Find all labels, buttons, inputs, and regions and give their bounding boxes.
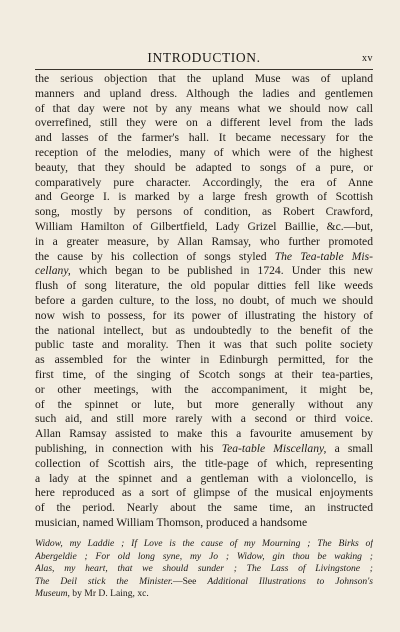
body-line bbox=[35, 368, 373, 383]
body-line bbox=[35, 383, 373, 398]
text-run: now wish to possess, for its power of illustrating the history of bbox=[35, 308, 373, 322]
body-line bbox=[35, 427, 373, 442]
text-run: which began to be published in 1724. Under this new bbox=[70, 264, 373, 278]
page-number: xv bbox=[362, 53, 373, 64]
header-rule bbox=[35, 69, 373, 70]
body-line bbox=[35, 338, 373, 353]
footnote bbox=[35, 538, 373, 601]
italic-text: cellany, bbox=[35, 264, 71, 278]
body-line bbox=[35, 102, 373, 117]
body-line bbox=[35, 146, 373, 161]
footnote-line bbox=[35, 551, 373, 564]
body-line bbox=[35, 205, 373, 220]
text-run: of that day were not by any means what we should now call bbox=[35, 101, 373, 115]
text-run: manners and upland dress. Although the ladies and gentlemen bbox=[35, 86, 373, 100]
footnote-line bbox=[35, 576, 373, 589]
body-line bbox=[35, 472, 373, 487]
body-line bbox=[35, 176, 373, 191]
italic-text: Widow, my Laddie ; If Love is the cause of my Mourning ; The Birks of bbox=[35, 538, 373, 549]
footnote-line bbox=[35, 588, 373, 601]
italic-text: The Tea-table Mis- bbox=[274, 249, 373, 263]
text-run: comparatively pure character. Accordingly, the era of Anne bbox=[35, 175, 373, 189]
body-line bbox=[35, 235, 373, 250]
text-run: public taste and morality. Then it was that such polite society bbox=[35, 338, 373, 352]
text-run: a small bbox=[326, 441, 373, 455]
text-run: song, mostly by persons of condition, as Robert Crawford, bbox=[35, 205, 373, 219]
text-run: as assembled for the winter in Edinburgh permitted, for the bbox=[35, 353, 373, 367]
text-run: a lady at the spinnet and a gentleman with a violoncello, is bbox=[35, 471, 373, 485]
italic-text: Additional Illustrations to Johnson's bbox=[207, 575, 373, 587]
page-header bbox=[35, 50, 373, 66]
body-line bbox=[35, 398, 373, 413]
italic-text: Tea-table Miscellany, bbox=[221, 441, 327, 455]
body-line bbox=[35, 353, 373, 368]
text-run: collection of Scottish airs, the title-page of which, representing bbox=[35, 456, 373, 470]
text-run: the national intellect, but as undoubtedly to the benefit of the bbox=[35, 323, 373, 337]
text-run: here reproduced as a sort of glimpse of the musical enjoyments bbox=[35, 486, 373, 500]
text-run: reception of the melodies, many of which were of the highest bbox=[35, 145, 373, 159]
italic-text: Abergeldie ; For old long syne, my Jo ; Widow, gin thou be waking ; bbox=[35, 550, 373, 562]
body-line bbox=[35, 324, 373, 339]
body-line bbox=[35, 294, 373, 309]
footnote-line bbox=[35, 538, 373, 551]
text-run: overrefined, still they were on a different level from the lads bbox=[35, 116, 373, 130]
text-run: and lasses of the farmer's hall. It became necessary for the bbox=[35, 131, 373, 145]
body-line bbox=[35, 190, 373, 205]
body-line bbox=[35, 457, 373, 472]
body-line bbox=[35, 279, 373, 294]
body-line bbox=[35, 116, 373, 131]
text-run: William Hamilton of Gilbertfield, Lady Grizel Baillie, &c.—but, bbox=[35, 219, 373, 233]
text-run: publishing, in connection with his bbox=[35, 441, 222, 455]
text-run: the cause by his collection of songs styled bbox=[35, 249, 275, 263]
body-line bbox=[35, 442, 373, 457]
italic-text: Museum, bbox=[35, 588, 70, 600]
text-run: first time, of the singing of Scotch songs at their tea-parties, bbox=[35, 367, 373, 381]
body-line bbox=[35, 250, 373, 265]
body-line bbox=[35, 72, 373, 87]
text-run: the serious objection that the upland Muse was of upland bbox=[35, 72, 373, 85]
text-run: in a greater measure, by Allan Ramsay, who further promoted bbox=[35, 234, 373, 248]
body-line bbox=[35, 161, 373, 176]
italic-text: The Deil stick the Minister. bbox=[35, 575, 173, 587]
italic-text: Alas, my heart, that we should sunder ; The Lass of Livingstone ; bbox=[35, 563, 373, 575]
body-line bbox=[35, 87, 373, 102]
text-run: musician, named William Thomson, produced a handsome bbox=[35, 515, 308, 529]
running-title: INTRODUCTION. bbox=[147, 50, 261, 65]
body-line bbox=[35, 501, 373, 516]
body-line bbox=[35, 309, 373, 324]
body-line bbox=[35, 486, 373, 501]
text-run: and George I. is marked by a large fresh growth of Scottish bbox=[35, 190, 373, 204]
text-run: by Mr D. Laing, xc. bbox=[69, 588, 149, 600]
text-run: of the spinnet or lute, but more generally without any bbox=[35, 397, 373, 411]
body-line bbox=[35, 264, 373, 279]
text-run: or other meetings, with the accompaniment, it might be, bbox=[35, 382, 373, 396]
body-line bbox=[35, 131, 373, 146]
body-line bbox=[35, 516, 373, 531]
body-text bbox=[35, 72, 373, 531]
text-run: Allan Ramsay assisted to make this a favourite amusement by bbox=[35, 427, 373, 441]
body-line bbox=[35, 220, 373, 235]
text-run: of the period. Nearly about the same time, an instructed bbox=[35, 501, 373, 515]
text-run: beauty, that they should be adapted to songs of a pure, or bbox=[35, 160, 373, 174]
text-run: —See bbox=[172, 575, 208, 587]
text-run: before a garden culture, to the loss, no doubt, of much we should bbox=[35, 293, 373, 307]
text-run: flush of song literature, the old popular ditties fell like weeds bbox=[35, 279, 373, 293]
footnote-line bbox=[35, 563, 373, 576]
text-run: such aid, and still more rarely with a second or third voice. bbox=[35, 412, 373, 426]
body-line bbox=[35, 412, 373, 427]
